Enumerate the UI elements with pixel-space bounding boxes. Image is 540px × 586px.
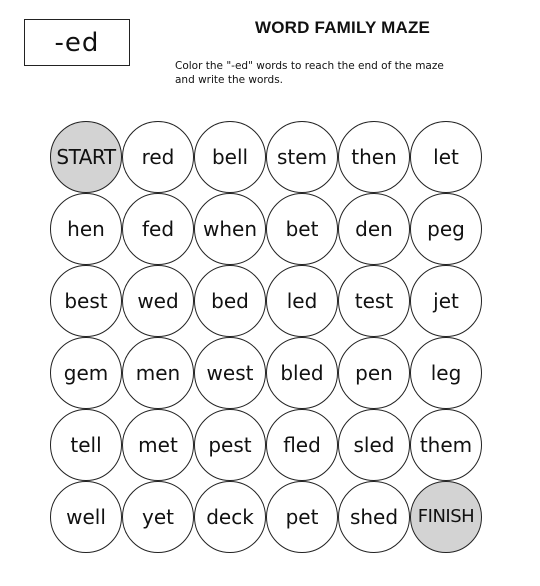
maze-finish-cell: FINISH <box>410 481 482 553</box>
word-family-box <box>24 19 130 66</box>
maze-cell-wed[interactable]: wed <box>122 265 194 337</box>
page-title: WORD FAMILY MAZE <box>255 18 431 37</box>
maze-cell-when[interactable]: when <box>194 193 266 265</box>
maze-cell-gem[interactable]: gem <box>50 337 122 409</box>
maze-cell-jet[interactable]: jet <box>410 265 482 337</box>
maze-cell-them[interactable]: them <box>410 409 482 481</box>
maze-cell-bell[interactable]: bell <box>194 121 266 193</box>
maze-cell-led[interactable]: led <box>266 265 338 337</box>
maze-cell-then[interactable]: then <box>338 121 410 193</box>
maze-cell-fled[interactable]: fled <box>266 409 338 481</box>
maze-cell-yet[interactable]: yet <box>122 481 194 553</box>
maze-cell-pet[interactable]: pet <box>266 481 338 553</box>
maze-cell-den[interactable]: den <box>338 193 410 265</box>
maze-cell-pen[interactable]: pen <box>338 337 410 409</box>
maze-cell-men[interactable]: men <box>122 337 194 409</box>
maze-cell-pest[interactable]: pest <box>194 409 266 481</box>
word-family-label: -ed <box>54 27 100 58</box>
maze-cell-met[interactable]: met <box>122 409 194 481</box>
maze-cell-sled[interactable]: sled <box>338 409 410 481</box>
maze-cell-best[interactable]: best <box>50 265 122 337</box>
maze-cell-fed[interactable]: fed <box>122 193 194 265</box>
maze-cell-west[interactable]: west <box>194 337 266 409</box>
instructions-text: Color the "-ed" words to reach the end of the maze and write the words. <box>175 60 444 86</box>
maze-cell-bled[interactable]: bled <box>266 337 338 409</box>
maze-cell-bed[interactable]: bed <box>194 265 266 337</box>
maze-cell-leg[interactable]: leg <box>410 337 482 409</box>
maze-cell-bet[interactable]: bet <box>266 193 338 265</box>
maze-cell-stem[interactable]: stem <box>266 121 338 193</box>
maze-cell-well[interactable]: well <box>50 481 122 553</box>
maze-cell-test[interactable]: test <box>338 265 410 337</box>
maze-cell-shed[interactable]: shed <box>338 481 410 553</box>
maze-cell-deck[interactable]: deck <box>194 481 266 553</box>
maze-cell-tell[interactable]: tell <box>50 409 122 481</box>
maze-start-cell: START <box>50 121 122 193</box>
maze-cell-let[interactable]: let <box>410 121 482 193</box>
word-maze-grid <box>50 121 490 561</box>
maze-cell-hen[interactable]: hen <box>50 193 122 265</box>
maze-cell-red[interactable]: red <box>122 121 194 193</box>
maze-cell-peg[interactable]: peg <box>410 193 482 265</box>
